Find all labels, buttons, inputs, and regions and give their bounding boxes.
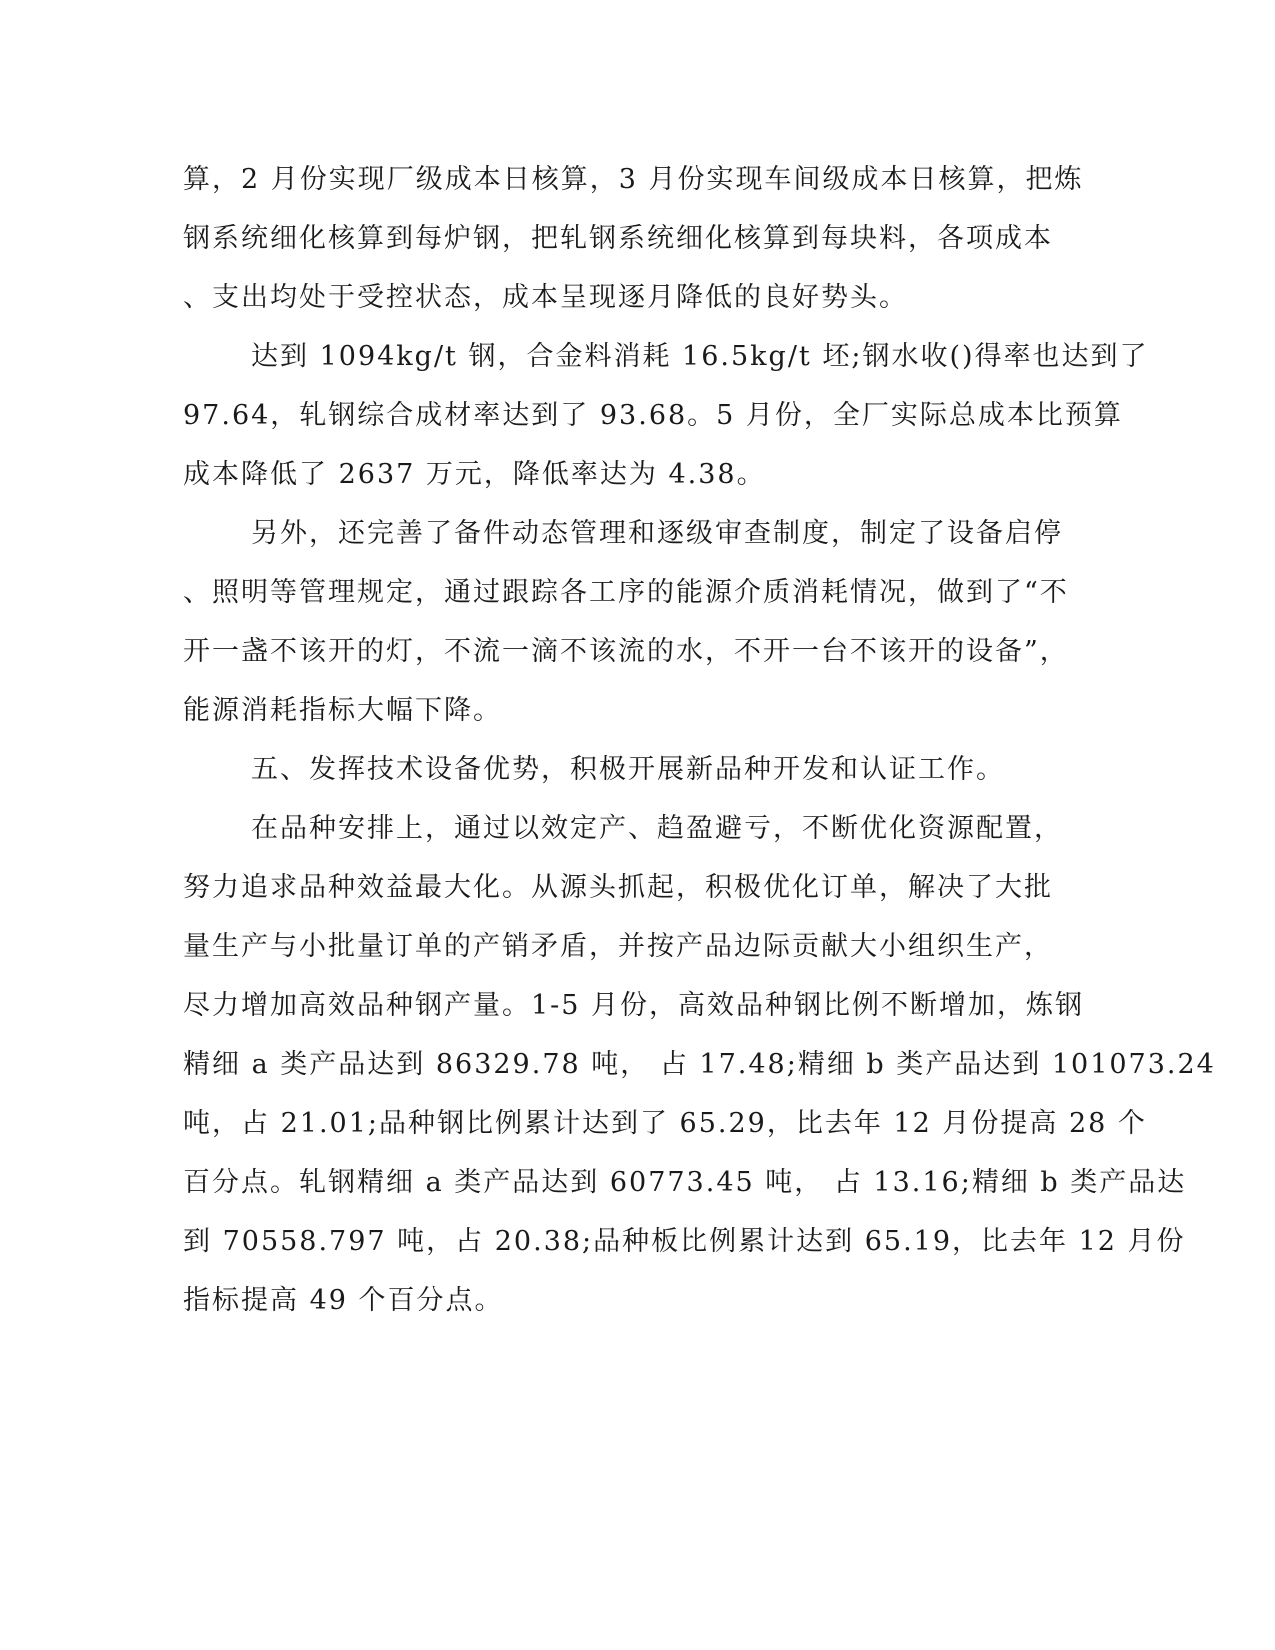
text-line: 百分点。轧钢精细 a 类产品达到 60773.45 吨， 占 13.16;精细 b 类产品达 — [183, 1167, 1187, 1198]
text-line: 到 70558.797 吨，占 20.38;品种板比例累计达到 65.19，比去年 12 月份 — [183, 1226, 1186, 1257]
text-line: 达到 1094kg/t 钢，合金料消耗 16.5kg/t 坯;钢水收()得率也达到了 — [251, 341, 1149, 372]
text-line: 吨，占 21.01;品种钢比例累计达到了 65.29，比去年 12 月份提高 28 个 — [183, 1108, 1147, 1139]
text-line: 另外，还完善了备件动态管理和逐级审查制度，制定了设备启停 — [251, 518, 1063, 549]
text-line: 成本降低了 2637 万元，降低率达为 4.38。 — [183, 459, 766, 490]
text-line: 、支出均处于受控状态，成本呈现逐月降低的良好势头。 — [183, 282, 908, 313]
text-line: 量生产与小批量订单的产销矛盾，并按产品边际贡献大小组织生产， — [183, 931, 1053, 962]
text-line: 指标提高 49 个百分点。 — [183, 1285, 504, 1316]
section-heading: 五、发挥技术设备优势，积极开展新品种开发和认证工作。 — [251, 754, 1005, 785]
text-line: 钢系统细化核算到每炉钢，把轧钢系统细化核算到每块料，各项成本 — [183, 223, 1053, 254]
text-line: 能源消耗指标大幅下降。 — [183, 695, 502, 726]
text-line: 、照明等管理规定，通过跟踪各工序的能源介质消耗情况，做到了“不 — [183, 577, 1069, 608]
text-line: 算，2 月份实现厂级成本日核算，3 月份实现车间级成本日核算，把炼 — [183, 164, 1084, 195]
text-line: 在品种安排上，通过以效定产、趋盈避亏，不断优化资源配置， — [251, 813, 1063, 844]
text-line: 努力追求品种效益最大化。从源头抓起，积极优化订单，解决了大批 — [183, 872, 1053, 903]
text-line: 97.64，轧钢综合成材率达到了 93.68。5 月份，全厂实际总成本比预算 — [183, 400, 1123, 431]
text-line: 开一盏不该开的灯，不流一滴不该流的水，不开一台不该开的设备”， — [183, 636, 1069, 667]
text-line: 精细 a 类产品达到 86329.78 吨， 占 17.48;精细 b 类产品达到 101073.24 — [183, 1049, 1216, 1080]
text-line: 尽力增加高效品种钢产量。1-5 月份，高效品种钢比例不断增加，炼钢 — [183, 990, 1085, 1021]
